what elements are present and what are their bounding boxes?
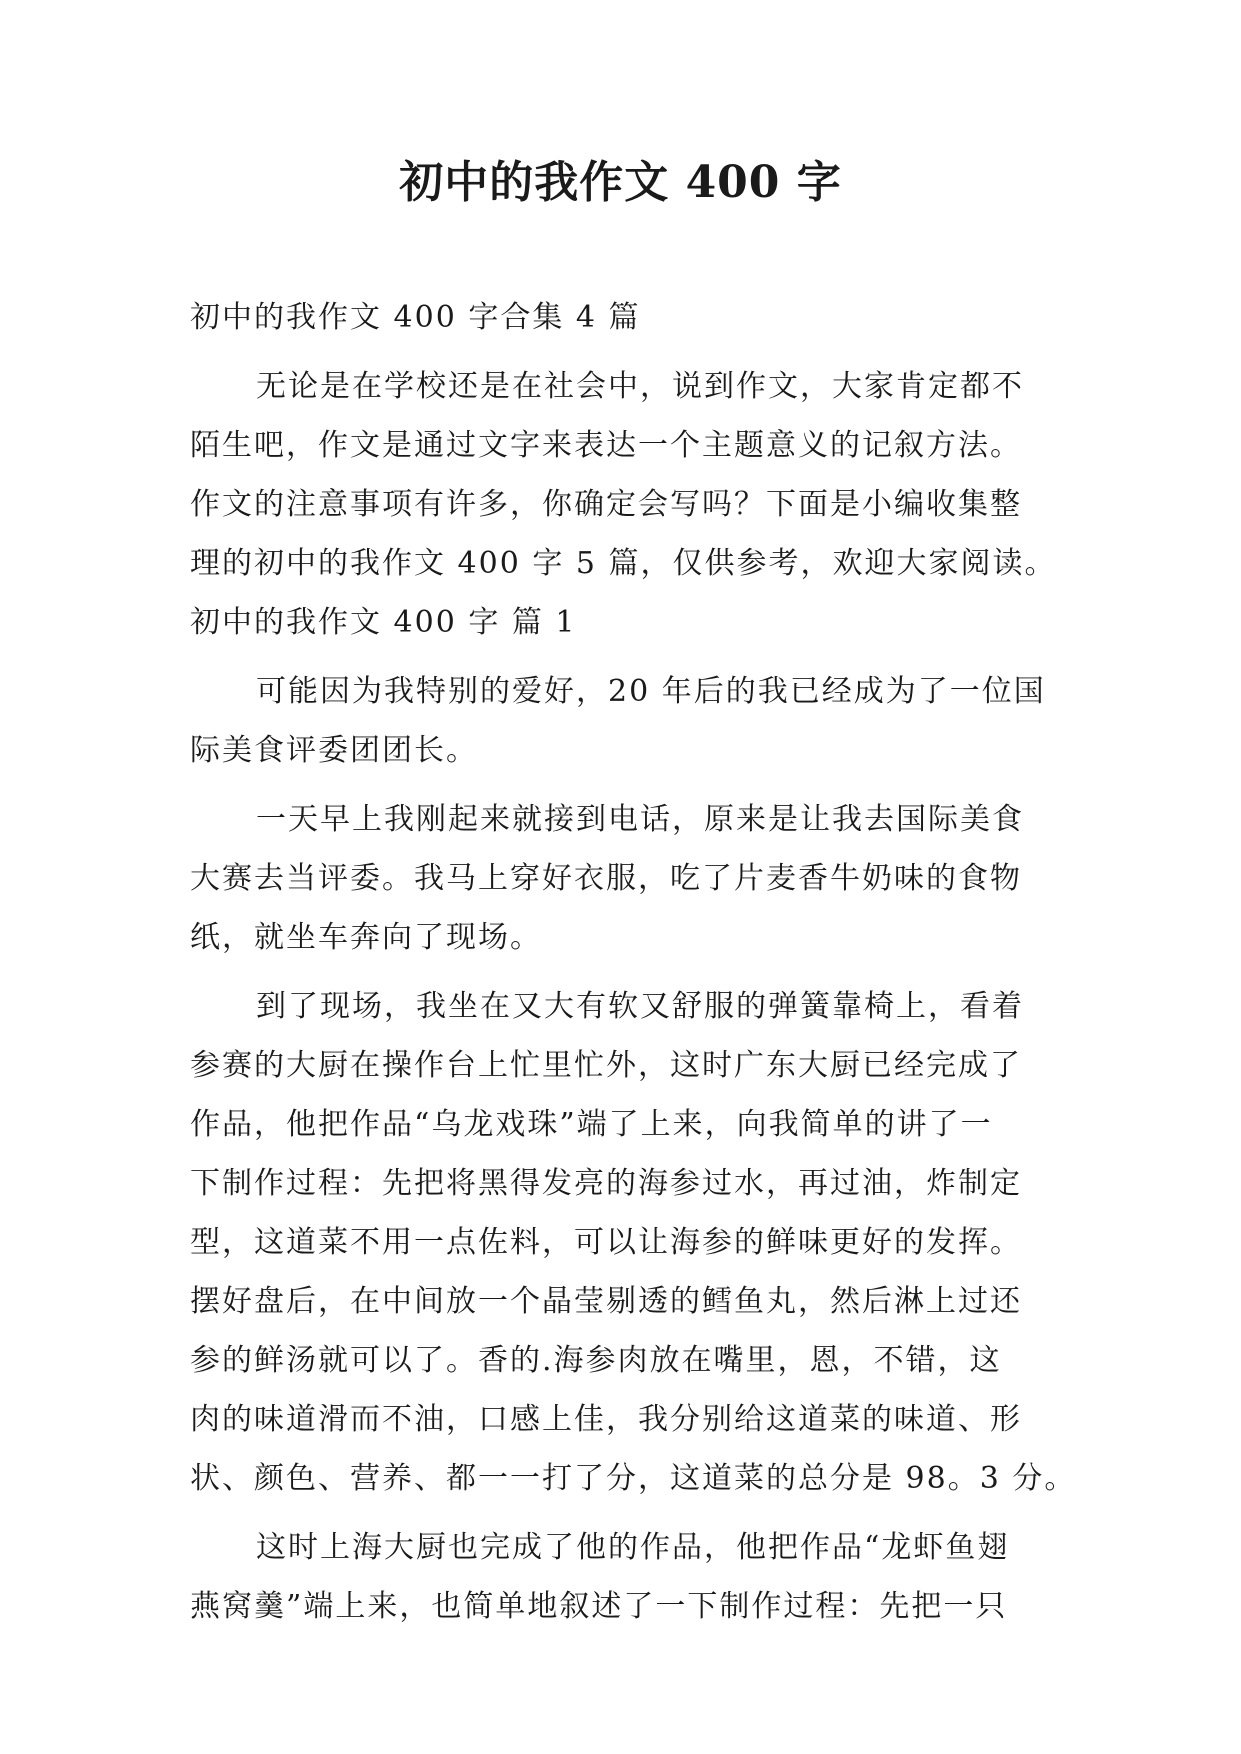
text-line: 一天早上我刚起来就接到电话，原来是让我去国际美食: [256, 802, 1024, 837]
text-line: 燕窝羹”端上来，也简单地叙述了一下制作过程：先把一只: [190, 1589, 1008, 1624]
text-line: 大赛去当评委。我马上穿好衣服，吃了片麦香牛奶味的食物: [190, 861, 1022, 896]
text-line: 初中的我作文 400 字合集 4 篇: [190, 300, 641, 335]
text-line: 际美食评委团团长。: [190, 733, 478, 768]
text-line: 这时上海大厨也完成了他的作品，他把作品“龙虾鱼翅: [256, 1530, 1010, 1565]
document-body: [190, 288, 1077, 1636]
text-line: 作品，他把作品“乌龙戏珠”端了上来，向我简单的讲了一: [190, 1107, 993, 1142]
text-line: 纸，就坐车奔向了现场。: [190, 920, 542, 955]
text-line: 初中的我作文 400 字 篇 1: [190, 605, 577, 640]
text-line: 参赛的大厨在操作台上忙里忙外，这时广东大厨已经完成了: [190, 1048, 1022, 1083]
text-line: 理的初中的我作文 400 字 5 篇，仅供参考，欢迎大家阅读。: [190, 546, 1057, 581]
text-line: 型，这道菜不用一点佐料，可以让海参的鲜味更好的发挥。: [190, 1225, 1022, 1260]
text-line: 状、颜色、营养、都一一打了分，这道菜的总分是 98。3 分。: [190, 1461, 1077, 1496]
document-title: 初中的我作文 400 字: [399, 157, 842, 208]
text-line: 作文的注意事项有许多，你确定会写吗？下面是小编收集整: [190, 487, 1022, 522]
text-line: 到了现场，我坐在又大有软又舒服的弹簧靠椅上，看着: [256, 989, 1024, 1024]
text-line: 可能因为我特别的爱好，20 年后的我已经成为了一位国: [256, 674, 1046, 709]
text-line: 肉的味道滑而不油，口感上佳，我分别给这道菜的味道、形: [190, 1402, 1022, 1437]
text-line: 下制作过程：先把将黑得发亮的海参过水，再过油，炸制定: [190, 1166, 1022, 1201]
text-line: 摆好盘后，在中间放一个晶莹剔透的鳕鱼丸，然后淋上过还: [190, 1284, 1022, 1319]
text-line: 参的鲜汤就可以了。香的.海参肉放在嘴里，恩，不错，这: [190, 1343, 1002, 1378]
text-line: 陌生吧，作文是通过文字来表达一个主题意义的记叙方法。: [190, 428, 1022, 463]
text-line: 无论是在学校还是在社会中，说到作文，大家肯定都不: [256, 369, 1024, 404]
